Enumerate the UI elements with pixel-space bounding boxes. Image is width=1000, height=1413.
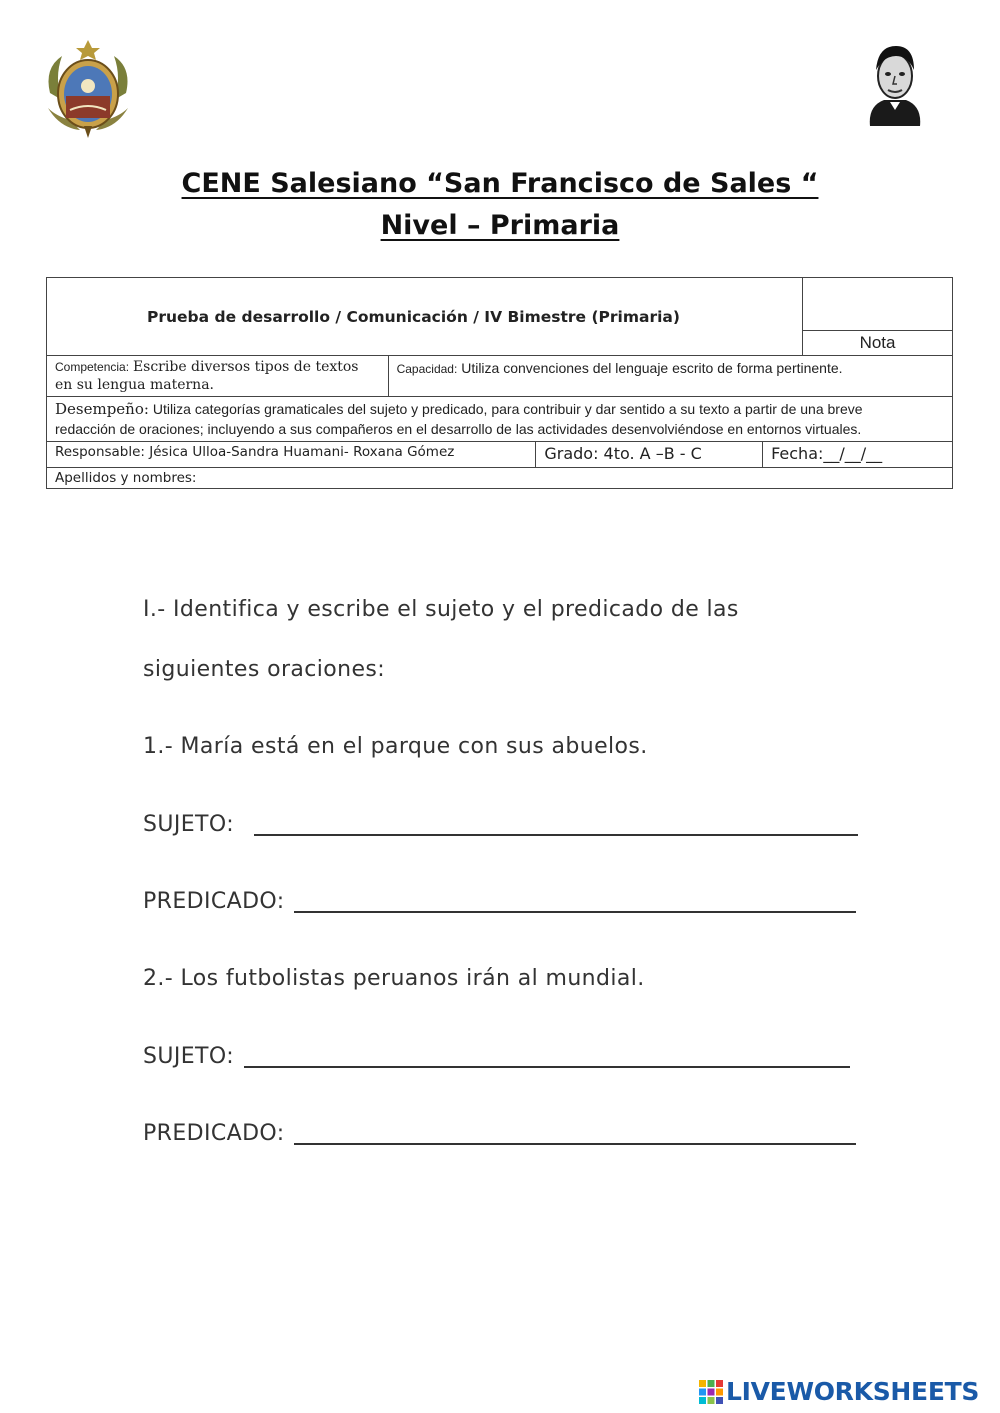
school-crest	[40, 38, 136, 140]
q1-predicado-answer-line[interactable]	[294, 911, 856, 913]
capacidad-text: Utiliza convenciones del lenguaje escrito de forma pertinente.	[461, 360, 843, 376]
instruction-line-1: I.- Identifica y escribe el sujeto y el predicado de las	[143, 597, 739, 622]
nota-box	[803, 278, 953, 356]
liveworksheets-logo	[698, 1377, 979, 1406]
liveworksheets-brand: LIVEWORKSHEETS	[726, 1377, 980, 1406]
capacidad-cell	[388, 356, 952, 397]
q2-predicado-label: PREDICADO:	[143, 1121, 285, 1146]
question-2: 2.- Los futbolistas peruanos irán al mundial.	[143, 966, 645, 991]
competencia-text: Escribe diversos tipos de textos en su lengua materna.	[55, 359, 359, 393]
desempeno-label: Desempeño:	[55, 400, 149, 418]
capacidad-label: Capacidad:	[396, 362, 458, 376]
q1-sujeto-answer-line[interactable]	[254, 834, 858, 836]
grado-cell: Grado: 4to. A –B - C	[536, 442, 763, 468]
competencia-cell	[47, 356, 389, 397]
fecha-cell: Fecha:__/__/__	[763, 442, 953, 468]
apellidos-cell: Apellidos y nombres:	[47, 468, 953, 489]
q2-sujeto-answer-line[interactable]	[244, 1066, 850, 1068]
info-table	[46, 277, 953, 489]
q2-sujeto-label: SUJETO:	[143, 1044, 235, 1069]
desempeno-cell	[47, 397, 953, 442]
q2-predicado-answer-line[interactable]	[294, 1143, 856, 1145]
page-title: CENE Salesiano “San Francisco de Sales “	[181, 168, 819, 199]
desempeno-text: Utiliza categorías gramaticales del sujeto y predicado, para contribuir y dar sentido a su texto a partir de una breve redacción de oraciones; incluyendo a sus compañeros en el desarrollo de las actividades desenvolviéndose en entornos virtuales.	[55, 401, 863, 437]
instruction-line-2: siguientes oraciones:	[143, 657, 386, 682]
founder-portrait	[862, 40, 928, 126]
exam-title: Prueba de desarrollo / Comunicación / IV Bimestre (Primaria)	[47, 278, 803, 356]
responsable-cell: Responsable: Jésica Ulloa-Sandra Huamani- Roxana Gómez	[47, 442, 536, 468]
question-1: 1.- María está en el parque con sus abuelos.	[143, 734, 648, 759]
q1-predicado-label: PREDICADO:	[143, 889, 285, 914]
q1-sujeto-label: SUJETO:	[143, 812, 235, 837]
nota-label: Nota	[803, 330, 952, 355]
page-subtitle: Nivel – Primaria	[380, 210, 620, 241]
competencia-label: Competencia:	[55, 360, 130, 374]
liveworksheets-icon	[698, 1379, 724, 1405]
